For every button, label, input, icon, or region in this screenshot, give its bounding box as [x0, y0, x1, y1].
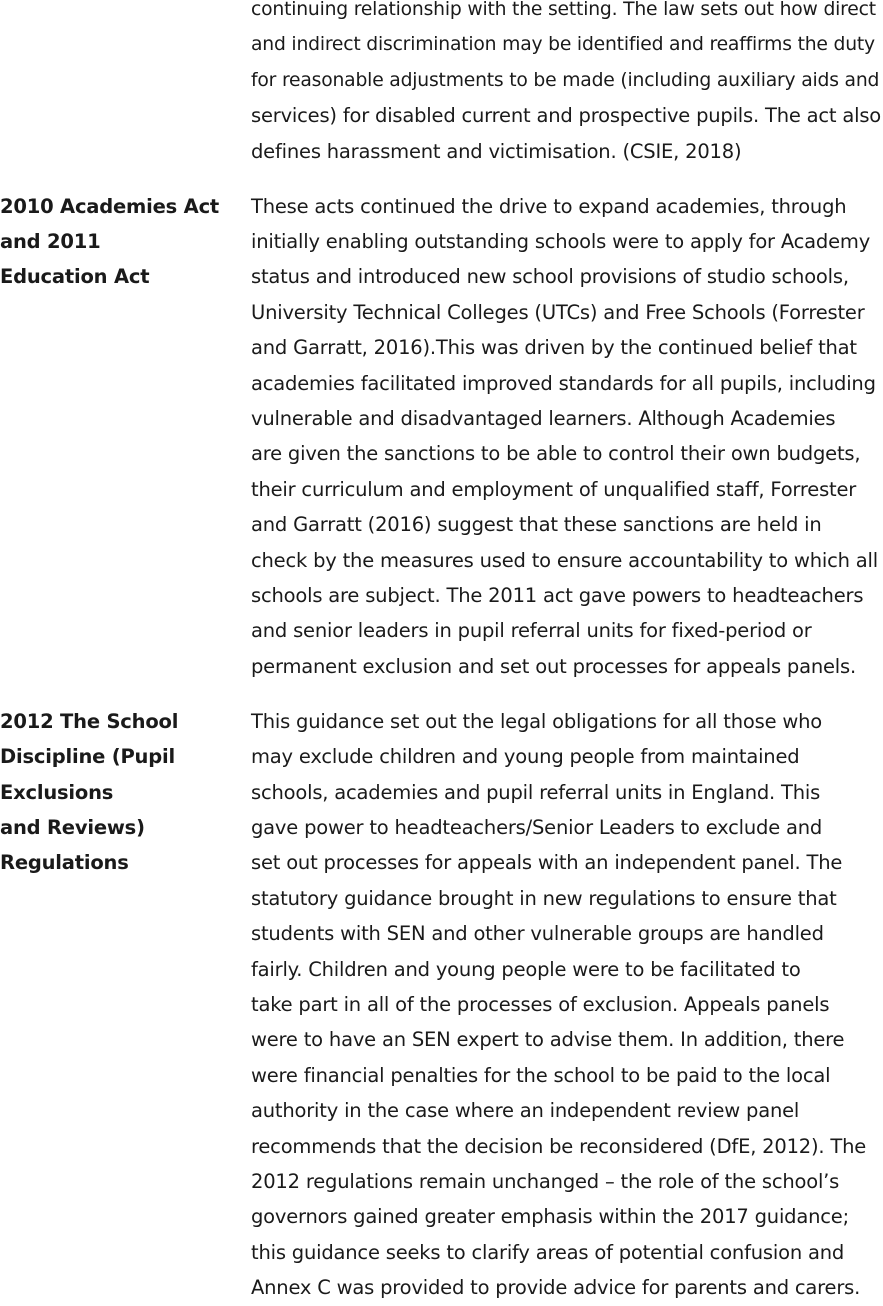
- term-line: Discipline (Pupil: [0, 745, 175, 769]
- description-line: set out processes for appeals with an independent panel. The: [251, 851, 843, 875]
- term-line: 2012 The School: [0, 709, 179, 733]
- row-description: [251, 189, 883, 685]
- row-divider-gap: [0, 684, 883, 704]
- description-line: authority in the case where an independent review panel: [251, 1099, 800, 1123]
- row-term: [0, 189, 251, 295]
- description-line: their curriculum and employment of unqualified staff, Forrester: [251, 477, 857, 501]
- description-line: and senior leaders in pupil referral units for fixed-period or: [251, 619, 812, 643]
- term-line: Exclusions: [0, 780, 114, 804]
- description-line: were financial penalties for the school to be paid to the local: [251, 1063, 831, 1087]
- description-line: and Garratt, 2016).This was driven by the continued belief that: [251, 336, 857, 360]
- description-line: and indirect discrimination may be identified and reaffirms the duty: [251, 34, 875, 56]
- row-description: [251, 0, 883, 169]
- description-line: 2012 regulations remain unchanged – the role of the school’s: [251, 1170, 840, 1193]
- description-line: are given the sanctions to be able to control their own budgets,: [251, 442, 861, 466]
- description-line: may exclude children and young people from maintained: [251, 745, 800, 769]
- table-row-academies-act: [0, 189, 883, 685]
- description-line: statutory guidance brought in new regulations to ensure that: [251, 886, 837, 910]
- description-line: fairly. Children and young people were to be facilitated to: [251, 957, 801, 981]
- description-line: schools are subject. The 2011 act gave powers to headteachers: [251, 584, 864, 607]
- description-line: for reasonable adjustments to be made (including auxiliary aids and: [251, 69, 880, 91]
- description-line: defines harassment and victimisation. (CSIE, 2018): [251, 139, 742, 163]
- table-row-school-discipline-regulations: [0, 704, 883, 1306]
- row-divider-gap: [0, 169, 883, 189]
- term-line: 2010 Academies Act: [0, 194, 220, 218]
- description-line: Annex C was provided to provide advice for parents and carers.: [251, 1276, 861, 1300]
- term-line: and 2011: [0, 229, 101, 253]
- description-line: University Technical Colleges (UTCs) and Free Schools (Forrester: [251, 300, 865, 324]
- description-line: academies facilitated improved standards for all pupils, including: [251, 371, 876, 395]
- term-line: Education Act: [0, 265, 150, 289]
- description-line: take part in all of the processes of exclusion. Appeals panels: [251, 992, 830, 1016]
- description-line: This guidance set out the legal obligations for all those who: [251, 709, 823, 733]
- description-line: were to have an SEN expert to advise them. In addition, there: [251, 1028, 845, 1052]
- description-line: gave power to headteachers/Senior Leaders to exclude and: [251, 815, 823, 839]
- description-line: schools, academies and pupil referral units in England. This: [251, 780, 821, 804]
- description-line: vulnerable and disadvantaged learners. Although Academies: [251, 406, 836, 430]
- description-line: this guidance seeks to clarify areas of potential confusion and: [251, 1240, 845, 1264]
- description-line: status and introduced new school provisions of studio schools,: [251, 265, 849, 289]
- term-line: Regulations: [0, 851, 129, 875]
- table-row-equality-act-continued: [0, 0, 883, 169]
- description-line: services) for disabled current and prospective pupils. The act also: [251, 104, 882, 128]
- description-line: check by the measures used to ensure accountability to which all: [251, 548, 878, 572]
- row-term: [0, 704, 251, 881]
- description-line: These acts continued the drive to expand academies, through: [251, 194, 847, 218]
- row-description: [251, 704, 883, 1306]
- description-line: recommends that the decision be reconsidered (DfE, 2012). The: [251, 1134, 867, 1158]
- description-line: permanent exclusion and set out processes for appeals panels.: [251, 654, 856, 678]
- description-line: continuing relationship with the setting. The law sets out how direct: [251, 0, 876, 20]
- description-line: and Garratt (2016) suggest that these sanctions are held in: [251, 513, 822, 537]
- description-line: governors gained greater emphasis within the 2017 guidance;: [251, 1205, 849, 1229]
- description-line: students with SEN and other vulnerable groups are handled: [251, 922, 824, 946]
- term-line: and Reviews): [0, 815, 145, 839]
- description-line: initially enabling outstanding schools were to apply for Academy: [251, 229, 871, 253]
